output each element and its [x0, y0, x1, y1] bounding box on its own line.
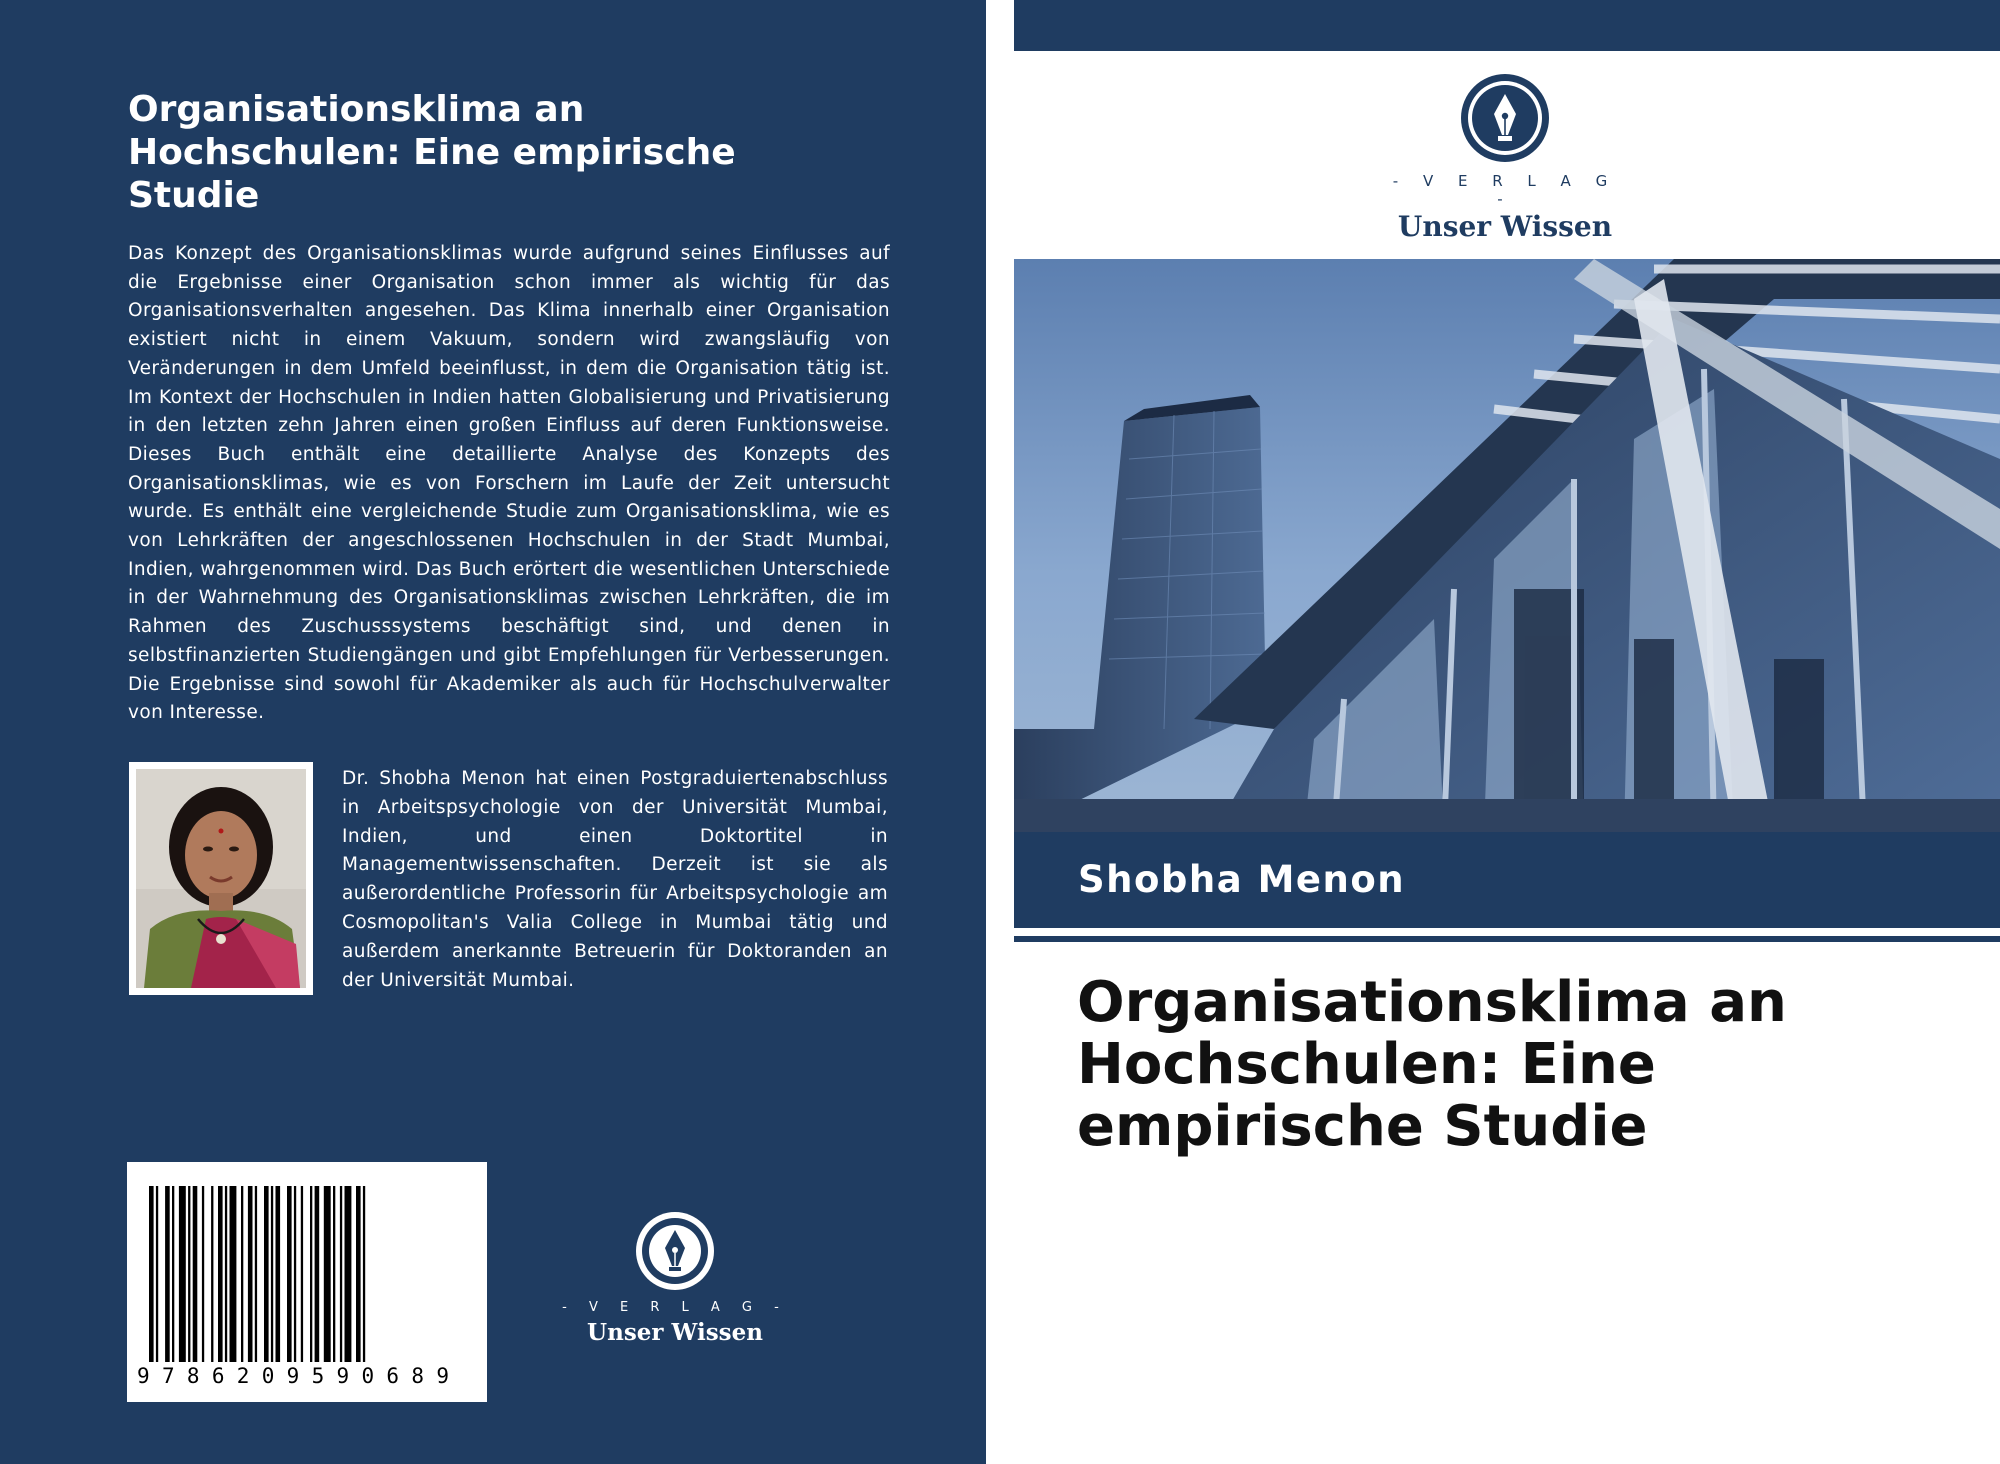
barcode-bar [315, 1186, 320, 1362]
barcode-bar [172, 1186, 174, 1362]
back-cover [0, 0, 986, 1464]
barcode-bar [294, 1186, 296, 1362]
barcode-bar [255, 1186, 257, 1362]
barcode-bar [156, 1186, 158, 1362]
back-publisher-logo [560, 1210, 790, 1350]
barcode-bar [211, 1186, 213, 1362]
author-photo [129, 762, 313, 995]
publisher-name: Unser Wissen [1397, 210, 1613, 243]
barcode-bar [324, 1186, 331, 1362]
barcode-bar [225, 1186, 227, 1362]
barcode-bar [230, 1186, 237, 1362]
book-blurb: Das Konzept des Organisationsklimas wurde aufgrund seines Einflusses auf die Ergebnisse einer Organisation schon immer als wichtig für das Organisationsverhalten angesehen. Das Klima innerhalb einer Organisation existiert nicht in einem Vakuum, sondern wird zwangsläufig von Veränderungen in dem Umfeld beeinflusst, in dem die Organisation tätig ist. Im Kontext der Hochschulen in Indien hatten Globalisierung und Privatisierung in den letzten zehn Jahren einen großen Einfluss auf deren Funktionsweise. Dieses Buch enthält eine detaillierte Analyse des Konzepts des Organisationsklimas, wie es von Forschern im Laufe der Zeit untersucht wurde. Es enthält eine vergleichende Studie zum Organisationsklima, wie es von Lehrkräften der angeschlossenen Hochschulen in der Stadt Mumbai, Indien, wahrgenommen wird. Das Buch erörtert die wesentlichen Unterschiede in der Wahrnehmung des Organisationsklimas zwischen Lehrkräften, die im Rahmen des Zuschusssystems beschäftigt sind, und denen in selbstfinanzierten Studiengängen und gibt Empfehlungen für Verbesserungen. Die Ergebnisse sind sowohl für Akademiker als auch für Hochschulverwalter von Interesse. [128, 243, 890, 724]
barcode-bar [188, 1186, 190, 1362]
barcode-bar [363, 1186, 365, 1362]
front-cover-title: Organisationsklima an Hochschulen: Eine empirische Studie [1077, 970, 1787, 1159]
barcode-bar [165, 1186, 170, 1362]
author-band [1014, 832, 2000, 928]
barcode-bar [193, 1186, 198, 1362]
back-cover-title: Organisationsklima an Hochschulen: Eine empirische Studie [128, 89, 736, 216]
barcode-bar [287, 1186, 292, 1362]
barcode-bar [241, 1186, 243, 1362]
barcode-bar [310, 1186, 312, 1362]
barcode-bar [333, 1186, 335, 1362]
front-top-bar [1014, 0, 2000, 51]
barcode-bar [356, 1186, 361, 1362]
isbn-barcode [127, 1162, 487, 1402]
verlag-label: - V E R L A G - [1392, 172, 1618, 208]
barcode-bar [301, 1186, 303, 1362]
spine-gap [986, 0, 1014, 1464]
barcode-bar [271, 1186, 273, 1362]
title-divider [1014, 936, 2000, 942]
barcode-bar [345, 1186, 352, 1362]
barcode-bar [179, 1186, 186, 1362]
barcode-bar [202, 1186, 204, 1362]
fountain-pen-nib-icon [634, 1210, 716, 1292]
author-bio: Dr. Shobha Menon hat einen Postgraduiertenabschluss in Arbeitspsychologie von der Universität Mumbai, Indien, und einen Doktortitel in Managementwissenschaften. Derzeit ist sie als außerordentliche Professorin für Arbeitspsychologie am Cosmopolitan's Valia College in Mumbai tätig und außerdem anerkannte Betreuerin für Doktoranden an der Universität Mumbai. [342, 768, 888, 991]
barcode-bar [276, 1186, 281, 1362]
barcode-bar [340, 1186, 342, 1362]
building-reflection-image [1014, 259, 2000, 832]
cover-photo-skyscraper [1014, 259, 2000, 832]
author-portrait-image [136, 769, 306, 988]
fountain-pen-nib-icon [1459, 72, 1551, 164]
barcode-bar [248, 1186, 253, 1362]
front-publisher-logo [1380, 72, 1630, 243]
verlag-label: - V E R L A G - [562, 1300, 788, 1315]
barcode-bar [264, 1186, 269, 1362]
barcode-bar [149, 1186, 154, 1362]
publisher-name: Unser Wissen [587, 1319, 763, 1346]
isbn-number: 9786209590689 [137, 1364, 462, 1388]
author-name: Shobha Menon [1078, 858, 1406, 901]
barcode-bar [218, 1186, 223, 1362]
